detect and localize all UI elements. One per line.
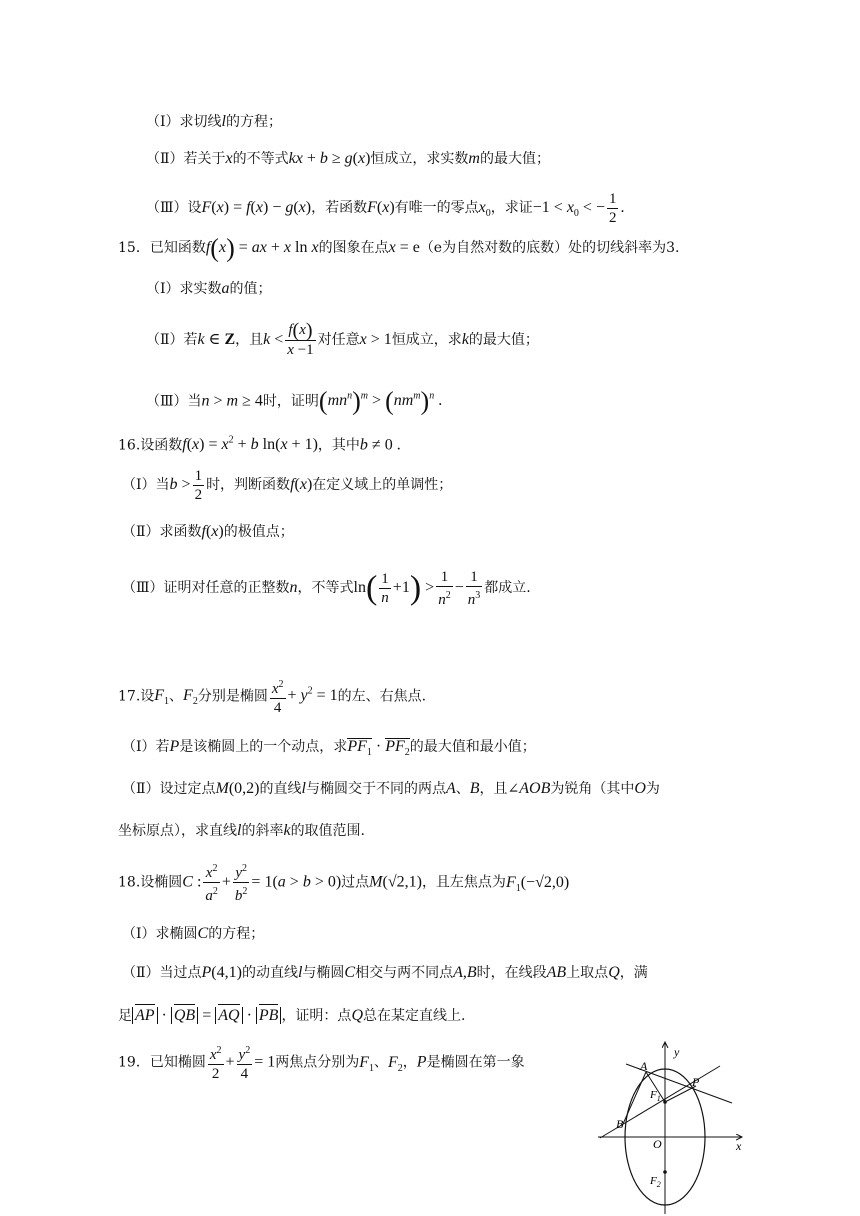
ellipse-figure <box>590 1036 760 1216</box>
label-y: y <box>674 1045 680 1059</box>
q15-part2: （Ⅱ）若k ∈ Z，且k < $\frac{f(x)}{x -1}$ 对任意x > 1恒成立，求k的最大值； <box>146 319 539 358</box>
label-p: P <box>692 1075 700 1089</box>
q16-part3: （Ⅲ）证明对任意的正整数n，不等式ln( $\frac{1}{n}$ +1) > $\frac{1}{n^2}$ − $\frac{1}{n^3}$ 都成立. <box>122 568 531 608</box>
q15-part3: （Ⅲ）当n > m ≥ 4时，证明$(mn^n)^m > (nm^m)^n$ . <box>146 386 443 416</box>
q18-header: 18.设椭圆C : $\frac{x^2}{a^2}$ + $\frac{y^2}{b^2}$ = 1(a > b > 0)过点M(√2,1)，且左焦点为$F_1(-√2,0)$ <box>118 860 569 911</box>
label-o: O <box>653 1137 662 1151</box>
label-x: x <box>736 1139 742 1153</box>
q15-part1: （Ⅰ）求实数a的值； <box>146 280 272 297</box>
label-b: B <box>616 1117 624 1131</box>
q14-part1: （Ⅰ）求切线l的方程； <box>146 113 282 130</box>
focus-f1 <box>663 1100 667 1104</box>
q18-part1: （Ⅰ）求椭圆C的方程； <box>122 925 265 942</box>
line-ab <box>623 1072 646 1124</box>
q17-part2: （Ⅱ）设过定点M(0,2)的直线l与椭圆交于不同的两点A、B，且∠AOB为锐角（其中O为 <box>122 780 660 797</box>
q16-header: 16.设函数$f(x) = x^2 + b$ ln(x + 1)，其中b ≠ 0 . <box>118 435 401 454</box>
q15-header: 15．已知函数f(x) = ax + x ln x的图象在点x = e（e为自然对数的底数）处的切线斜率为3. <box>118 233 680 263</box>
focus-f2 <box>663 1170 667 1174</box>
q14-part2: （Ⅱ）若关于x的不等式kx + b ≥ g(x)恒成立，求实数m的最大值； <box>146 150 550 167</box>
q16-part2: （Ⅱ）求函数f(x)的极值点； <box>122 523 294 540</box>
label-a: A <box>640 1059 648 1073</box>
label-f2: $F_2$ <box>650 1175 661 1189</box>
q17-header: 17.设$F_1$、$F_2$分别是椭圆 $\frac{x^2}{4}$ + $y^2 = 1$的左、右焦点. <box>118 670 426 725</box>
q16-part1: （Ⅰ）当b > $\frac{1}{2}$ 时，判断函数f(x)在定义域上的单调性； <box>122 467 453 503</box>
q18-part2-cont: 足 AP · QB = AQ · PB ，证明：点Q总在某定直线上. <box>118 1003 465 1029</box>
q18-part2: （Ⅱ）当过点P(4,1)的动直线l与椭圆C相交与两不同点A,B时，在线段AB上取点Q，满 <box>122 964 648 981</box>
q17-part1: （Ⅰ）若P是该椭圆上的一个动点，求$PF_1 \cdot PF_2$的最大值和最小值； <box>122 737 536 763</box>
label-f1: $F_1$ <box>650 1089 661 1103</box>
q17-part2-cont: 坐标原点），求直线l的斜率k的取值范围. <box>118 822 366 839</box>
q19-header: 19．已知椭圆 $\frac{x^2}{2}$ + $\frac{y^2}{4}$ = 1两焦点分别为$F_1$、$F_2$，P是椭圆在第一象 <box>118 1042 525 1089</box>
q14-part3: （Ⅲ）设F(x) = f(x) − g(x)，若函数F(x)有唯一的零点$x_0$，求证$-1 < x_0$ < − $\frac{1}{2}$ . <box>146 190 625 226</box>
